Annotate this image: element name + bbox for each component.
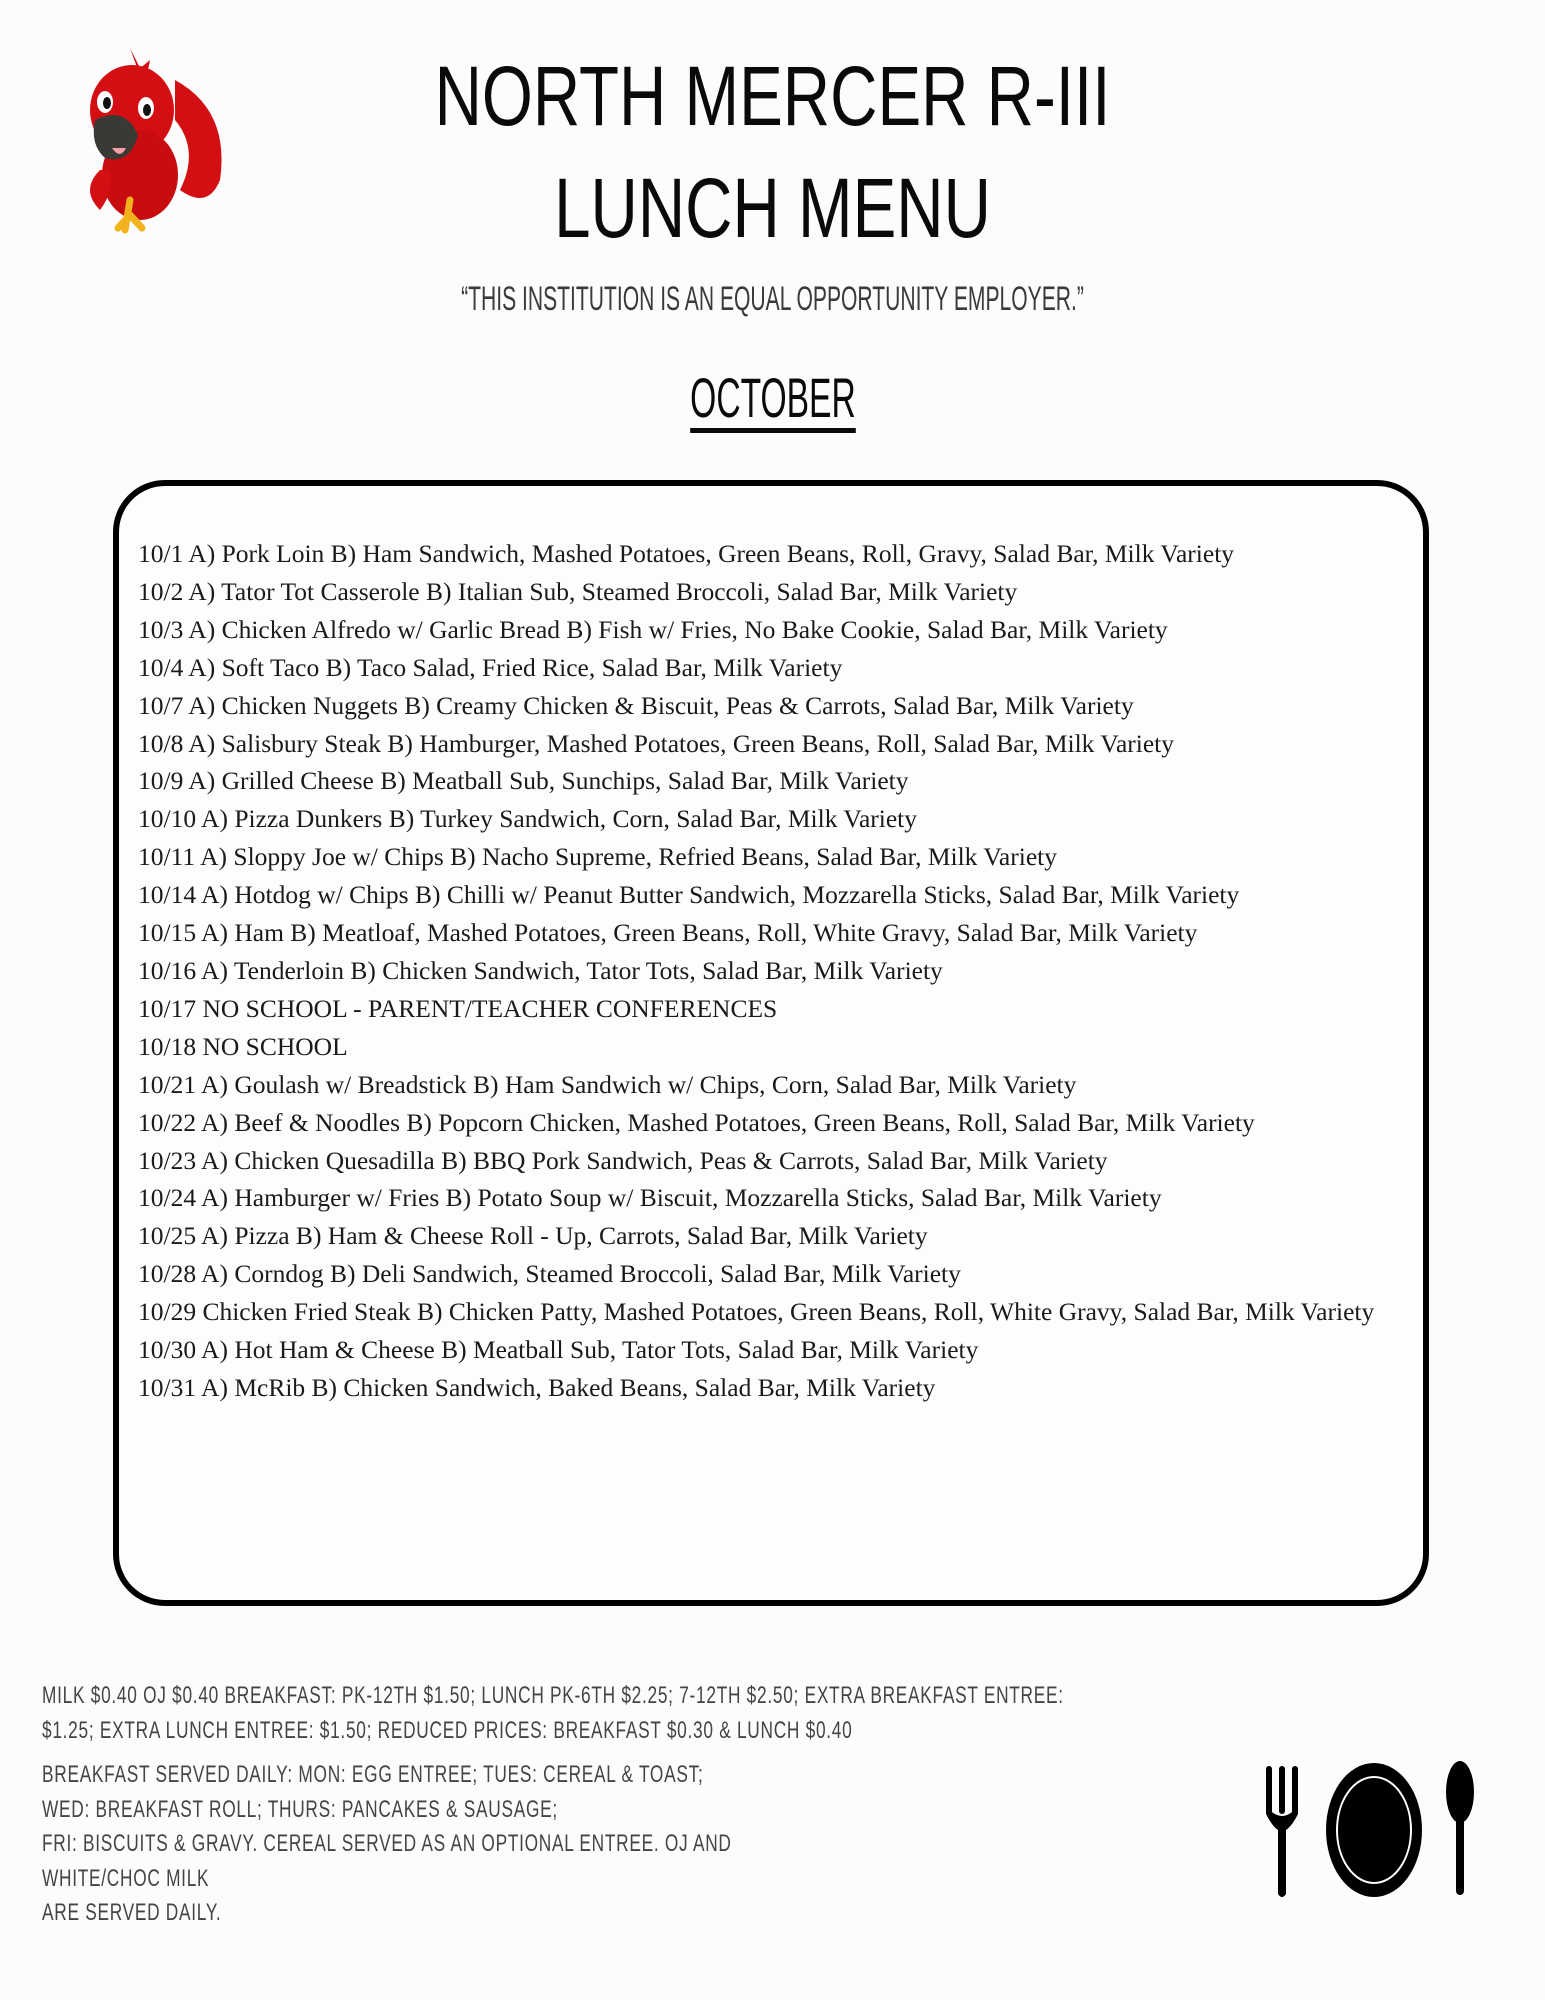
menu-item: 10/23 A) Chicken Quesadilla B) BBQ Pork Sandwich, Peas & Carrots, Salad Bar, Milk Variety: [138, 1145, 1108, 1175]
breakfast-line: FRI: BISCUITS & GRAVY. CEREAL SERVED AS AN OPTIONAL ENTREE. OJ AND: [42, 1830, 732, 1857]
menu-item: 10/31 A) McRib B) Chicken Sandwich, Baked Beans, Salad Bar, Milk Variety: [138, 1372, 936, 1402]
month-label: OCTOBER: [690, 368, 856, 433]
breakfast-line: WHITE/CHOC MILK: [42, 1864, 210, 1892]
price-info: [42, 1678, 1502, 1748]
menu-item: 10/18 NO SCHOOL: [138, 1031, 348, 1061]
menu-item: 10/15 A) Ham B) Meatloaf, Mashed Potatoes, Green Beans, Roll, White Gravy, Salad Bar, Milk Variety: [138, 918, 1198, 948]
menu-item: 10/2 A) Tator Tot Casserole B) Italian Sub, Steamed Broccoli, Salad Bar, Milk Variety: [138, 576, 1018, 606]
menu-item: 10/30 A) Hot Ham & Cheese B) Meatball Sub, Tator Tots, Salad Bar, Milk Variety: [138, 1335, 979, 1365]
menu-item: 10/8 A) Salisbury Steak B) Hamburger, Mashed Potatoes, Green Beans, Roll, Salad Bar, Milk Variety: [138, 728, 1174, 758]
menu-list: [138, 535, 1388, 1407]
menu-item: 10/21 A) Goulash w/ Breadstick B) Ham Sandwich w/ Chips, Corn, Salad Bar, Milk Variety: [138, 1069, 1077, 1099]
menu-item: 10/11 A) Sloppy Joe w/ Chips B) Nacho Supreme, Refried Beans, Salad Bar, Milk Variety: [138, 842, 1057, 872]
page-title: [170, 40, 1375, 264]
menu-item: 10/29 Chicken Fried Steak B) Chicken Patty, Mashed Potatoes, Green Beans, Roll, White Gravy, Salad Bar, Milk Variety: [138, 1297, 1375, 1327]
menu-item: 10/14 A) Hotdog w/ Chips B) Chilli w/ Peanut Butter Sandwich, Mozzarella Sticks, Salad Bar, Milk Variety: [138, 880, 1240, 910]
menu-item: 10/25 A) Pizza B) Ham & Cheese Roll - Up, Carrots, Salad Bar, Milk Variety: [138, 1221, 928, 1251]
breakfast-line: BREAKFAST SERVED DAILY: MON: EGG ENTREE; TUES: CEREAL & TOAST;: [42, 1761, 704, 1788]
equal-opportunity-tagline: “THIS INSTITUTION IS AN EQUAL OPPORTUNITY EMPLOYER.”: [461, 280, 1084, 318]
menu-item: 10/9 A) Grilled Cheese B) Meatball Sub, Sunchips, Salad Bar, Milk Variety: [138, 766, 909, 796]
menu-item: 10/16 A) Tenderloin B) Chicken Sandwich, Tator Tots, Salad Bar, Milk Variety: [138, 955, 943, 985]
menu-item: 10/3 A) Chicken Alfredo w/ Garlic Bread B) Fish w/ Fries, No Bake Cookie, Salad Bar, Milk Variety: [138, 614, 1168, 644]
title-line-2: LUNCH MENU: [554, 161, 991, 255]
menu-item: 10/7 A) Chicken Nuggets B) Creamy Chicken & Biscuit, Peas & Carrots, Salad Bar, Milk Variety: [138, 690, 1134, 720]
month-heading: [0, 368, 1545, 433]
menu-item: 10/10 A) Pizza Dunkers B) Turkey Sandwich, Corn, Salad Bar, Milk Variety: [138, 804, 918, 834]
menu-item: 10/28 A) Corndog B) Deli Sandwich, Steamed Broccoli, Salad Bar, Milk Variety: [138, 1259, 961, 1289]
menu-item: 10/22 A) Beef & Noodles B) Popcorn Chicken, Mashed Potatoes, Green Beans, Roll, Salad Bar, Milk Variety: [138, 1107, 1255, 1137]
breakfast-line: WED: BREAKFAST ROLL; THURS: PANCAKES & SAUSAGE;: [42, 1795, 558, 1823]
menu-item: 10/1 A) Pork Loin B) Ham Sandwich, Mashed Potatoes, Green Beans, Roll, Gravy, Salad Bar, Milk Variety: [138, 539, 1235, 568]
menu-item: 10/17 NO SCHOOL - PARENT/TEACHER CONFERENCES: [138, 993, 778, 1023]
price-line-2: $1.25; EXTRA LUNCH ENTREE: $1.50; REDUCED PRICES: BREAKFAST $0.30 & LUNCH $0.40: [42, 1717, 853, 1744]
breakfast-line: ARE SERVED DAILY.: [42, 1899, 222, 1926]
menu-item: 10/24 A) Hamburger w/ Fries B) Potato Soup w/ Biscuit, Mozzarella Sticks, Salad Bar, Milk Variety: [138, 1183, 1162, 1213]
menu-item: 10/4 A) Soft Taco B) Taco Salad, Fried Rice, Salad Bar, Milk Variety: [138, 652, 843, 682]
plate-fork-spoon-icon: [1258, 1760, 1490, 1900]
breakfast-info: [42, 1758, 942, 1931]
title-line-1: NORTH MERCER R-III: [434, 49, 1111, 143]
price-line-1: MILK $0.40 OJ $0.40 BREAKFAST: PK-12TH $1.50; LUNCH PK-6TH $2.25; 7-12TH $2.50; EXTRA BREAKFAST ENTREE:: [42, 1682, 1064, 1709]
